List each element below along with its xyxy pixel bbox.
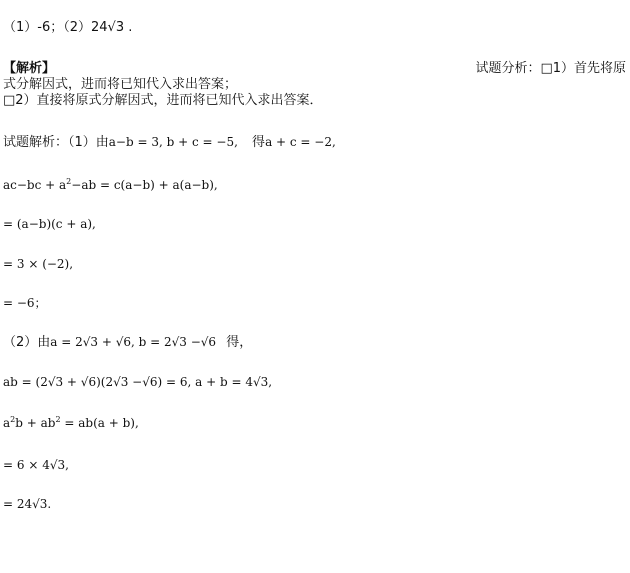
analysis-heading: 【解析】 (3, 61, 56, 76)
part2-l3-exp2: 2 (55, 415, 61, 424)
part2-get: 得， (226, 335, 253, 350)
part1-intro-result: a + c = −2, (265, 135, 336, 149)
part1-expr-b: −ab = c(a−b) + a(a−b), (71, 178, 218, 192)
part1-step-2: = (a−b)(c + a), (3, 217, 96, 231)
part2-line-5: = 24√3. (3, 497, 52, 511)
part2-l3-exp1: 2 (10, 415, 16, 424)
part2-l3-c: = ab(a + b), (60, 416, 139, 430)
answer-line: （1）-6；（2）24√3 . (3, 20, 133, 35)
part2-line-4: = 6 × 4√3, (3, 458, 69, 472)
part2-l3-a: a (3, 416, 11, 430)
part1-expression (3, 177, 218, 193)
part1-intro (3, 134, 336, 151)
part2-l3-b: b + ab (15, 416, 56, 430)
part1-intro-get: 得 (252, 135, 266, 150)
part1-expr-a: ac−bc + a (3, 178, 67, 192)
part1-step-4: = −6； (3, 296, 47, 310)
part1-intro-math: a−b = 3, b + c = −5, (108, 135, 238, 149)
part2-given (3, 334, 252, 351)
part1-expr-exponent: 2 (66, 177, 72, 186)
part2-line-2: ab = (2√3 + √6)(2√3 −√6) = 6, a + b = 4√3, (3, 375, 273, 389)
part2-label: （2）由 (3, 335, 51, 350)
part1-intro-label: 试题解析：（1）由 (3, 135, 109, 150)
analysis-line-1: 式分解因式，进而将已知代入求出答案； (3, 77, 238, 92)
part1-step-3: = 3 × (−2), (3, 257, 74, 271)
part2-given-math: a = 2√3 + √6, b = 2√3 −√6 (50, 335, 217, 349)
analysis-line-2: □2）直接将原式分解因式，进而将已知代入求出答案． (3, 93, 323, 108)
part2-line-3 (3, 415, 139, 431)
analysis-right-note: 试题分析：□1）首先将原 (475, 61, 626, 76)
